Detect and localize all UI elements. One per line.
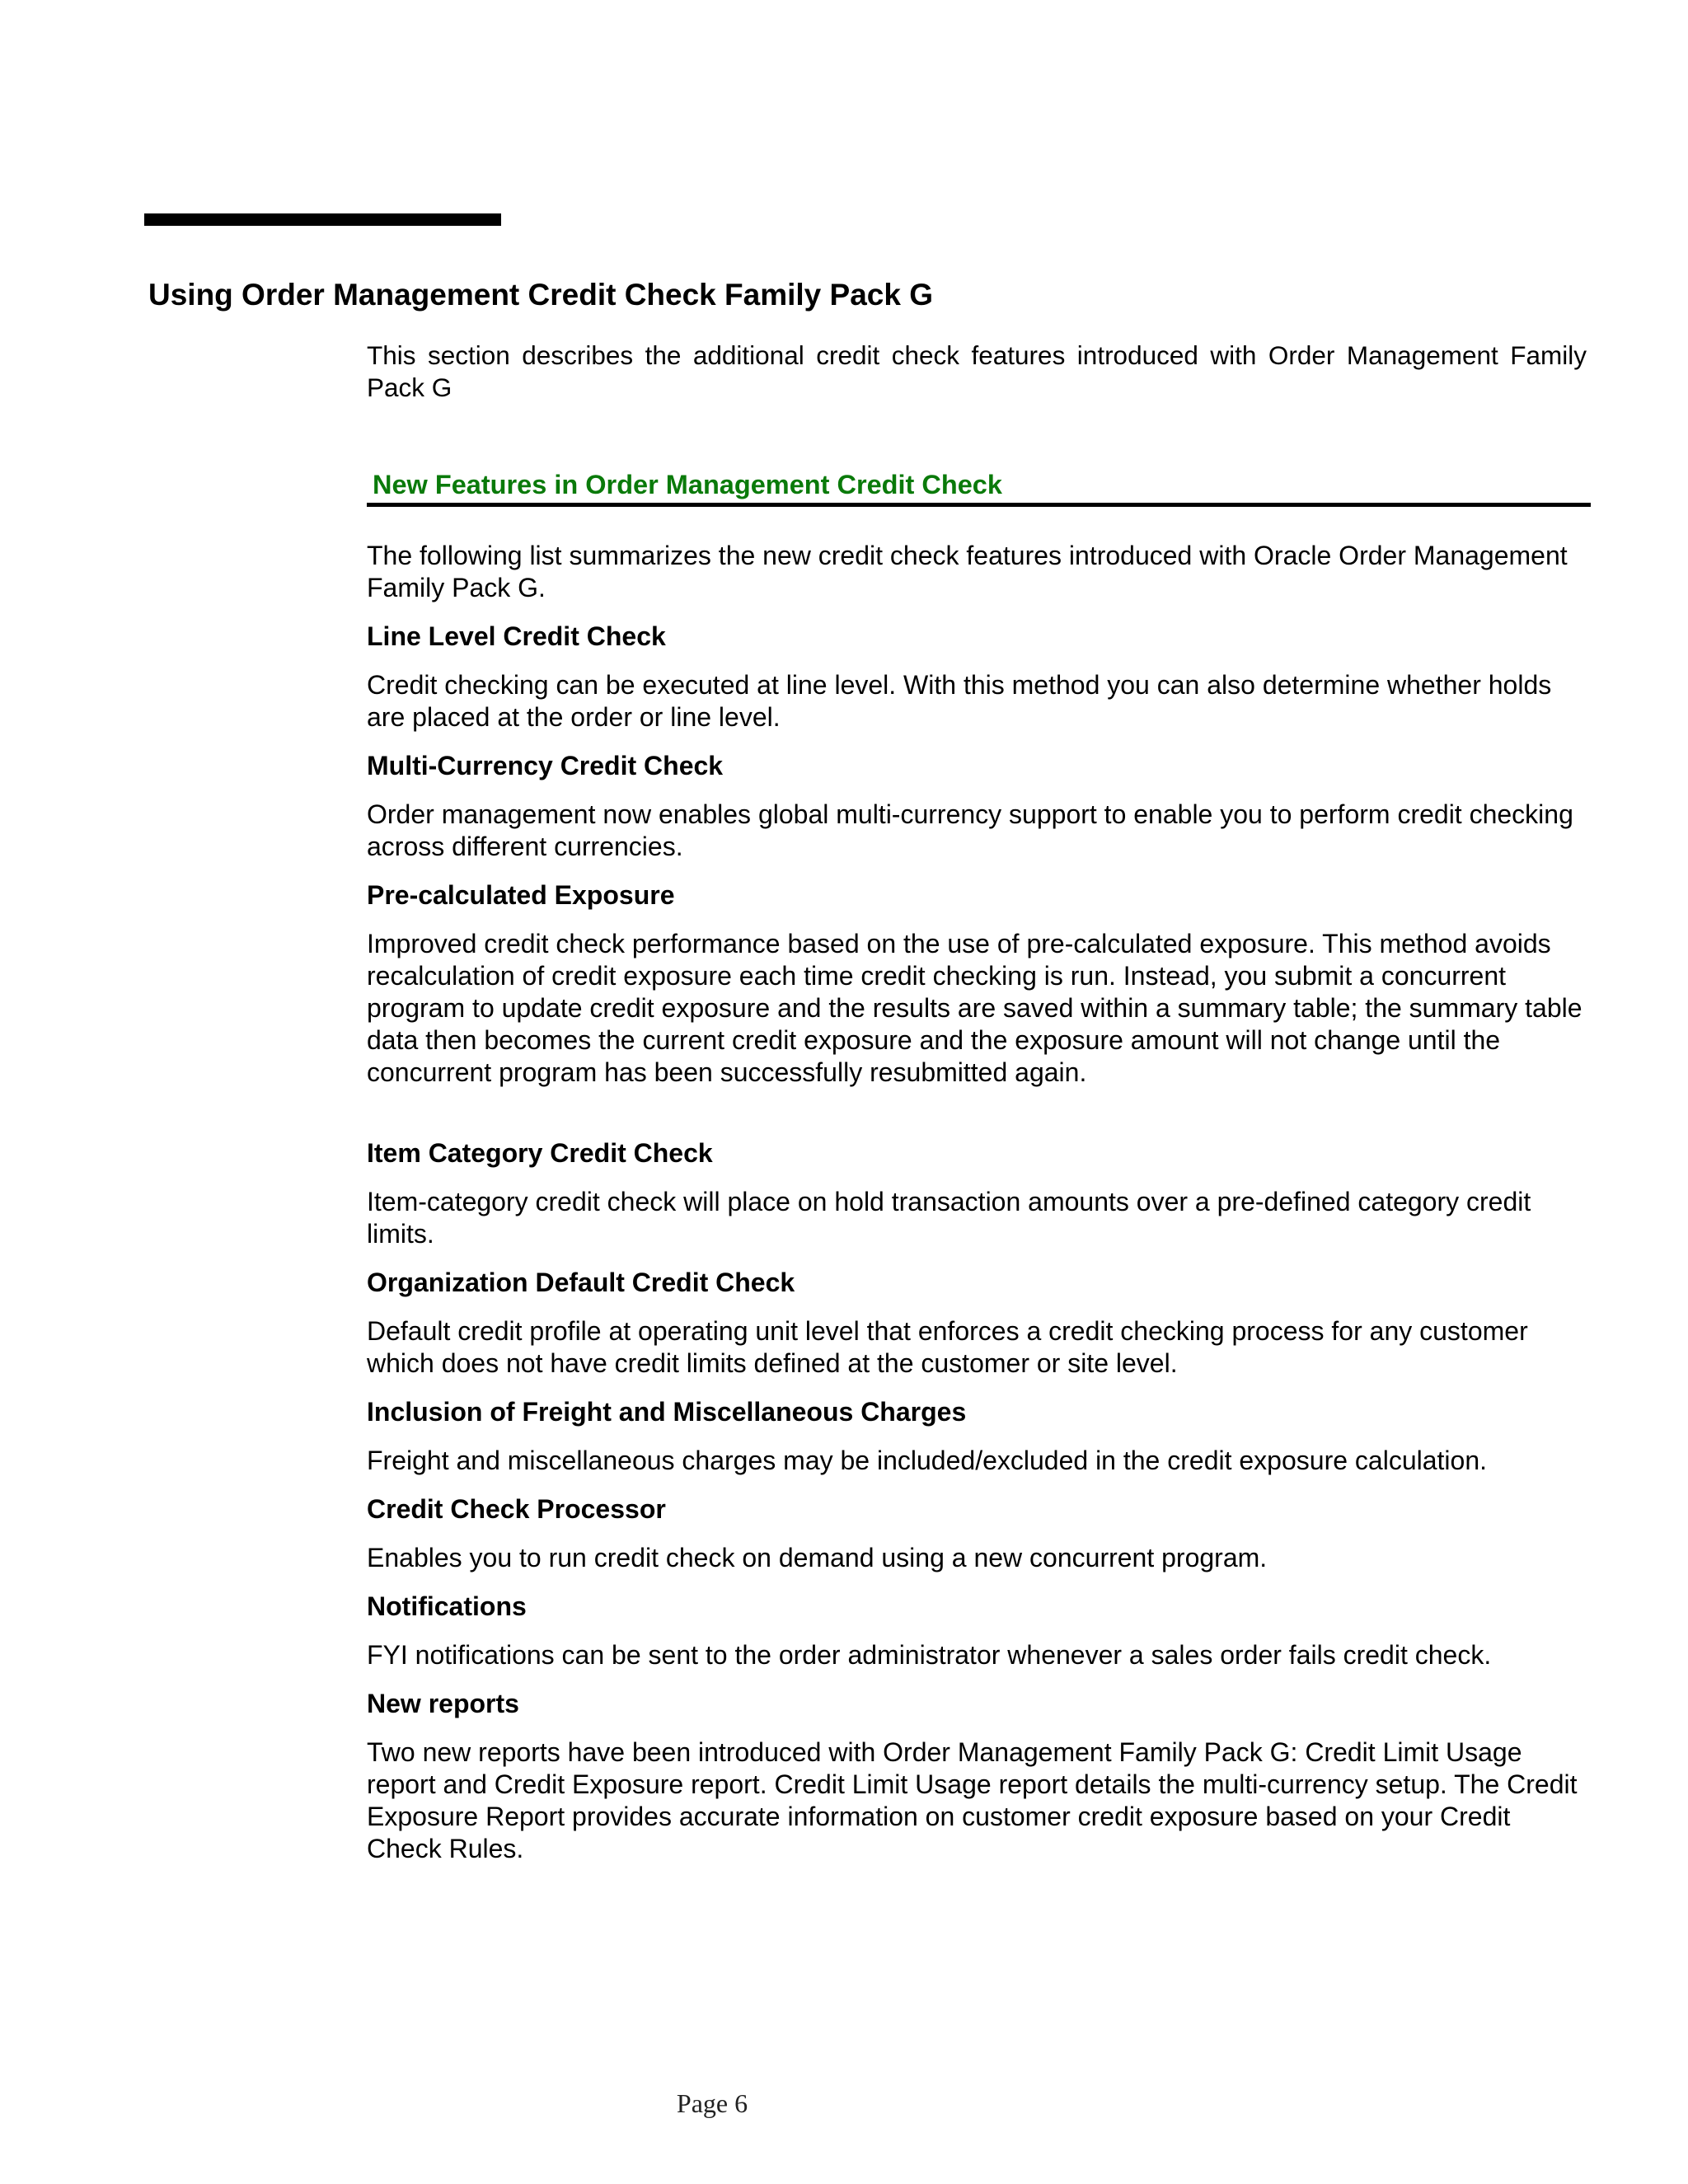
page-number: Page 6	[676, 2088, 748, 2118]
feature-desc-freight-charges: Freight and miscellaneous charges may be included/excluded in the credit exposure calculation.	[367, 1446, 1487, 1475]
feature-title-multi-currency: Multi-Currency Credit Check	[367, 751, 724, 780]
feature-title-organization-default: Organization Default Credit Check	[367, 1268, 795, 1297]
summary-paragraph: The following list summarizes the new credit check features introduced with Oracle Order Management Family Pack G.	[367, 541, 1568, 602]
feature-title-notifications: Notifications	[367, 1591, 527, 1621]
feature-desc-new-reports: Two new reports have been introduced with Order Management Family Pack G: Credit Limit Usage report and Credit Exposure report. Credit Limit Usage report details the multi-currency setup. The Credit Exposure Report provides accurate information on customer credit exposure based on your Credit Check Rules.	[367, 1737, 1578, 1863]
section-heading: New Features in Order Management Credit Check	[373, 470, 1002, 499]
page-title: Using Order Management Credit Check Family Pack G	[148, 278, 934, 312]
feature-desc-notifications: FYI notifications can be sent to the order administrator whenever a sales order fails credit check.	[367, 1640, 1492, 1670]
features-content	[367, 540, 1591, 1882]
feature-title-new-reports: New reports	[367, 1689, 519, 1718]
feature-desc-line-level: Credit checking can be executed at line level. With this method you can also determine whether holds are placed at the order or line level.	[367, 670, 1552, 732]
top-decorative-rule	[144, 213, 501, 226]
feature-title-pre-calculated: Pre-calculated Exposure	[367, 880, 675, 910]
feature-desc-organization-default: Default credit profile at operating unit level that enforces a credit checking process for any customer which does not have credit limits defined at the customer or site level.	[367, 1316, 1528, 1378]
intro-paragraph: This section describes the additional credit check features introduced with Order Management Family Pack G	[367, 340, 1587, 402]
feature-desc-item-category: Item-category credit check will place on hold transaction amounts over a pre-defined category credit limits.	[367, 1187, 1531, 1249]
feature-desc-multi-currency: Order management now enables global multi-currency support to enable you to perform credit checking across different currencies.	[367, 799, 1573, 861]
feature-title-item-category: Item Category Credit Check	[367, 1138, 713, 1168]
feature-title-freight-charges: Inclusion of Freight and Miscellaneous Charges	[367, 1397, 967, 1427]
section-heading-rule	[367, 503, 1591, 507]
feature-title-line-level: Line Level Credit Check	[367, 621, 666, 651]
feature-desc-credit-check-processor: Enables you to run credit check on demand using a new concurrent program.	[367, 1543, 1268, 1572]
feature-desc-pre-calculated: Improved credit check performance based on the use of pre-calculated exposure. This method avoids recalculation of credit exposure each time credit checking is run. Instead, you submit a concurrent program to update credit exposure and the results are saved within a summary table; the summary table data then becomes the current credit exposure and the exposure amount will not change until the concurrent program has been successfully resubmitted again.	[367, 929, 1582, 1087]
feature-title-credit-check-processor: Credit Check Processor	[367, 1494, 666, 1524]
